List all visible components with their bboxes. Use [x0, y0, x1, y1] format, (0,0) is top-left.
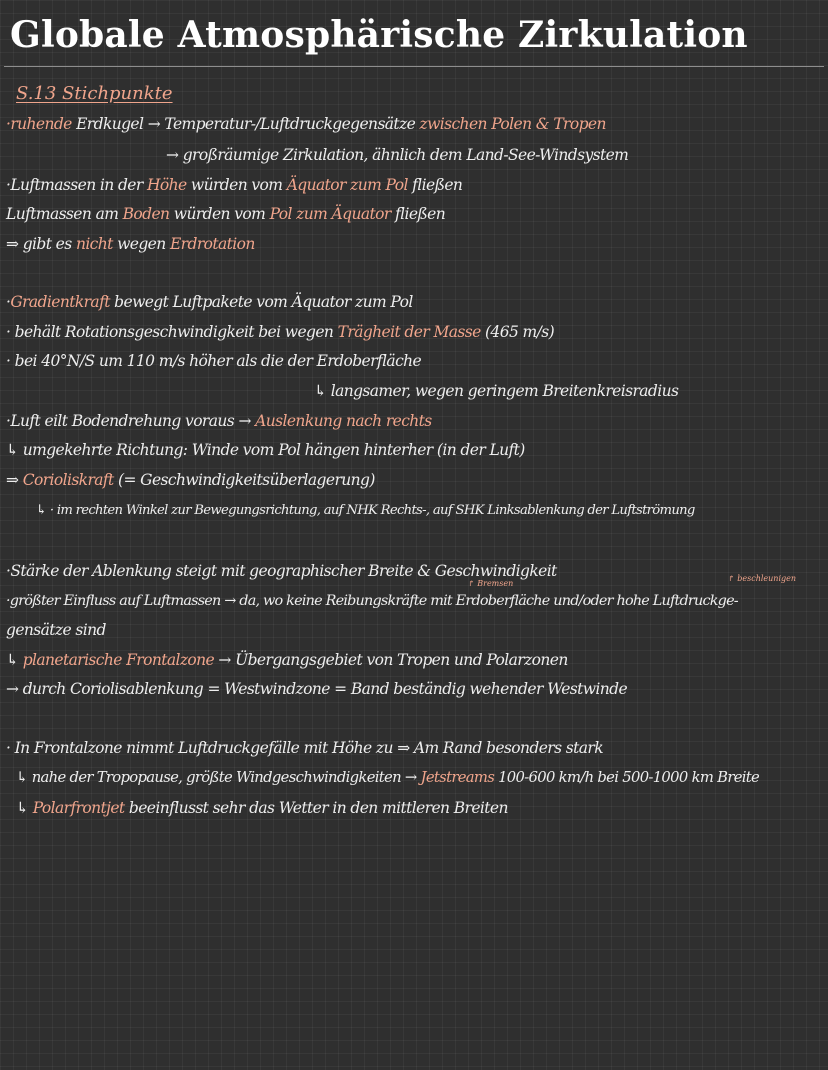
note-highlight: Polarfrontjet — [32, 799, 125, 817]
note-highlight: Jetstreams — [420, 769, 495, 786]
note-highlight: Pol zum Äquator — [269, 205, 391, 223]
note-text: ⇒ — [6, 471, 23, 489]
title-divider — [4, 66, 824, 67]
note-line-19: · In Frontalzone nimmt Luftdruckgefälle mit Höhe zu ⇒ Am Rand besonders stark — [6, 739, 604, 757]
note-line-16: gensätze sind — [6, 621, 106, 639]
annotation-bremsen: ↱ Bremsen — [468, 579, 514, 588]
note-text: · — [6, 293, 11, 311]
note-text: ·Luftmassen in der — [6, 176, 147, 194]
note-text: ↳ — [6, 651, 23, 669]
note-line-20 — [16, 768, 759, 788]
note-text: würden vom — [186, 176, 287, 194]
note-highlight: Äquator zum Pol — [286, 176, 408, 194]
note-highlight: zwischen Polen & Tropen — [419, 115, 606, 133]
note-highlight: ·ruhende — [6, 115, 72, 133]
note-line-3 — [6, 175, 462, 195]
note-text: wegen — [112, 235, 170, 253]
note-highlight: Gradientkraft — [10, 293, 110, 311]
note-line-7 — [6, 322, 554, 342]
note-text: → Übergangsgebiet von Tropen und Polarzonen — [214, 651, 568, 669]
note-line-21 — [16, 798, 508, 818]
note-text: bewegt Luftpakete vom Äquator zum Pol — [109, 293, 413, 311]
page-title: Globale Atmosphärische Zirkulation — [10, 14, 748, 56]
note-line-9: ↳ langsamer, wegen geringem Breitenkreisradius — [314, 382, 679, 400]
note-text: Erdkugel → Temperatur-/Luftdruckgegensätze — [71, 115, 420, 133]
note-line-11: ↳ umgekehrte Richtung: Winde vom Pol hängen hinterher (in der Luft) — [6, 441, 525, 459]
note-text: ⇒ gibt es — [6, 235, 76, 253]
note-line-13: ↳ · im rechten Winkel zur Bewegungsrichtung, auf NHK Rechts-, auf SHK Linksablenkung der Luftströmung — [36, 503, 695, 518]
note-highlight: planetarische Frontalzone — [22, 651, 215, 669]
note-text: 100-600 km/h bei 500-1000 km Breite — [494, 769, 760, 786]
note-text: ↳ nahe der Tropopause, größte Windgeschwindigkeiten → — [16, 769, 421, 786]
note-highlight: nicht — [75, 235, 113, 253]
note-text: · behält Rotationsgeschwindigkeit bei wegen — [6, 323, 338, 341]
note-highlight: Erdrotation — [169, 235, 255, 253]
note-highlight: Corioliskraft — [22, 471, 114, 489]
note-line-6 — [6, 292, 413, 312]
note-line-18: → durch Coriolisablenkung = Westwindzone = Band beständig wehender Westwinde — [6, 680, 628, 698]
note-line-10 — [6, 411, 432, 431]
note-line-5 — [6, 234, 255, 254]
note-line-1 — [6, 114, 606, 134]
note-text: fließen — [407, 176, 463, 194]
note-line-15: ·größter Einfluss auf Luftmassen → da, wo keine Reibungskräfte mit Erdoberfläche und/oder hohe Luftdruckge- — [6, 593, 738, 609]
note-line-14: ·Stärke der Ablenkung steigt mit geographischer Breite & Geschwindigkeit — [6, 562, 557, 580]
note-line-2: → großräumige Zirkulation, ähnlich dem Land-See-Windsystem — [166, 146, 629, 164]
note-line-4 — [6, 204, 445, 224]
note-highlight: Höhe — [147, 176, 187, 194]
section-heading: S.13 Stichpunkte — [16, 83, 173, 104]
note-text: ↳ — [16, 799, 33, 817]
note-text: Luftmassen am — [6, 205, 123, 223]
note-text: fließen — [390, 205, 446, 223]
note-highlight: Trägheit der Masse — [337, 323, 481, 341]
note-text: (465 m/s) — [480, 323, 555, 341]
note-highlight: Boden — [122, 205, 170, 223]
note-text: würden vom — [169, 205, 270, 223]
note-line-12 — [6, 470, 375, 490]
note-line-17 — [6, 650, 568, 670]
note-text: (= Geschwindigkeitsüberlagerung) — [113, 471, 375, 489]
annotation-beschleunigen: ↱ beschleunigen — [728, 574, 797, 583]
note-text: beeinflusst sehr das Wetter in den mittleren Breiten — [124, 799, 508, 817]
note-line-8: · bei 40°N/S um 110 m/s höher als die der Erdoberfläche — [6, 352, 422, 370]
note-text: ·Luft eilt Bodendrehung voraus → — [6, 412, 256, 430]
note-highlight: Auslenkung nach rechts — [255, 412, 432, 430]
